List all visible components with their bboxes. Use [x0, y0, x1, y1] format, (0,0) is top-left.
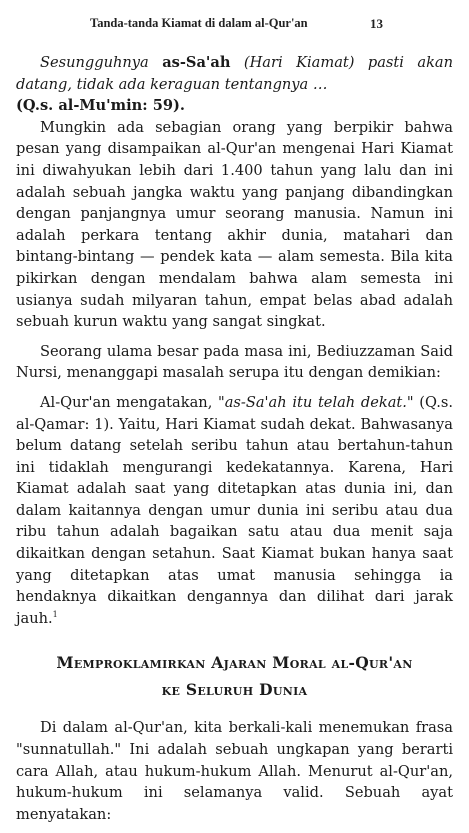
paragraph-1: Mungkin ada sebagian orang yang berpikir bahwa pesan yang disampaikan al-Qur'an mengenai Hari Kiamat ini diwahyukan lebih dari 1.400 tahun yang lalu dan ini adalah sebuah jangka waktu yang panjang dibandingkan dengan panjangnya umur seorang manusia. Namun ini adalah perkara tentang akhir dunia, matahari dan bintang-bintang — pendek kata — alam semesta. Bila kita pikirkan dengan mendalam bahwa alam semesta ini usianya sudah milyaran tahun, empat belas abad adalah sebuah kurun waktu yang sangat singkat. [16, 118, 453, 331]
paragraph-3-start: Al-Qur'an mengatakan, [40, 393, 219, 411]
page-number: 13 [370, 16, 383, 31]
footnote-marker: 1 [52, 609, 58, 619]
section-heading [16, 649, 453, 703]
paragraph-2: Seorang ulama besar pada masa ini, Bediuzzaman Said Nursi, menanggapi masalah serupa itu dengan demikian: [16, 342, 453, 382]
paragraph-3-quote: "as-Sa'ah itu telah dekat." [218, 393, 414, 411]
quote-lead: Sesungguhnya [40, 54, 149, 71]
running-title: Tanda-tanda Kiamat di dalam al-Qur'an [90, 16, 308, 30]
quran-quote [16, 52, 453, 117]
quote-reference: (Q.s. al-Mu'min: 59). [16, 97, 185, 115]
section-heading-line-2: ke Seluruh Dunia [161, 680, 308, 700]
quote-rest: (Hari Kiamat) pasti akan datang, tidak ada keraguan tentangnya … [16, 54, 454, 93]
paragraph-3 [16, 392, 453, 630]
section-heading-line-1: Memproklamirkan Ajaran Moral al-Qur'an [56, 653, 413, 673]
paragraph-3-rest: (Q.s. al-Qamar: 1). Yaitu, Hari Kiamat sudah dekat. Bahwasanya belum datang setelah seribu tahun atau bertahun-tahun ini tidaklah mengurangi kedekatannya. Karena, Hari Kiamat adalah saat yang ditetapkan atas dunia ini, dan dalam kaitannya dengan umur dunia ini seribu atau dua ribu tahun adalah bagaikan satu atau dua menit saja dikaitkan dengan setahun. Saat Kiamat bukan hanya saat yang ditetapkan atas umat manusia sehingga ia hendaknya dikaitkan dengannya dan dilihat dari jarak jauh. [16, 393, 453, 627]
page-content [16, 52, 453, 833]
paragraph-4: Di dalam al-Qur'an, kita berkali-kali menemukan frasa "sunnatullah." Ini adalah sebuah ungkapan yang berarti cara Allah, atau hukum-hukum Allah. Menurut al-Qur'an, hukum-hukum ini selamanya valid. Sebuah ayat menyatakan: [16, 719, 453, 823]
quote-term: as-Sa'ah [162, 54, 231, 71]
